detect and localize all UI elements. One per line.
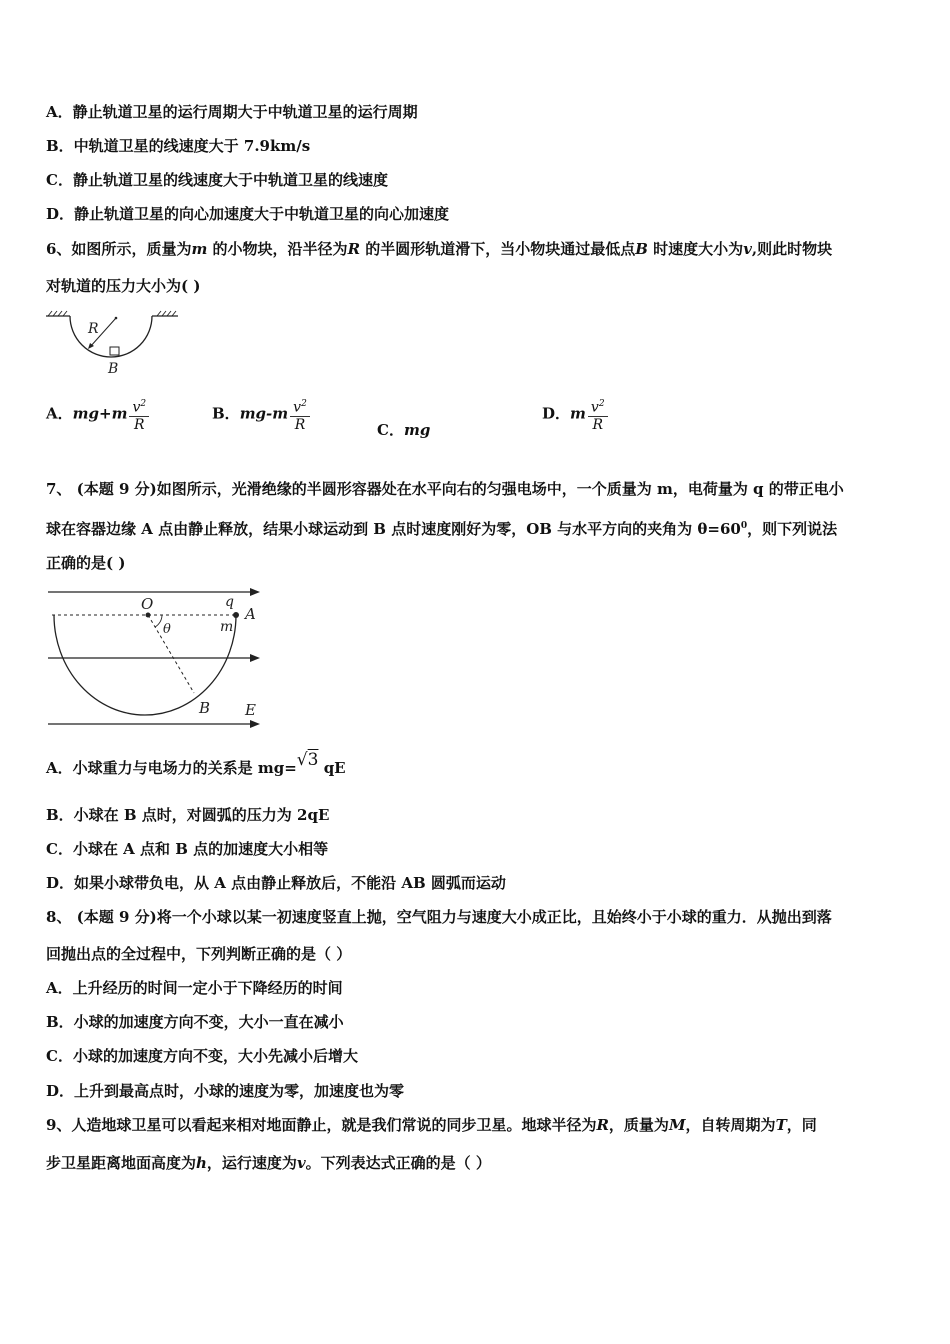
q5-option-d: D．静止轨道卫星的向心加速度大于中轨道卫星的向心加速度	[46, 205, 450, 223]
q7-stem-line2: 球在容器边缘 A 点由静止释放，结果小球运动到 B 点时速度刚好为零，OB 与水平方向的夹角为 $\theta=60^0$，则下列说法	[46, 520, 838, 538]
q7-label-q: q	[225, 594, 234, 610]
q8-option-c: C．小球的加速度方向不变，大小先减小后增大	[46, 1047, 358, 1065]
q8-option-d: D．上升到最高点时，小球的速度为零，加速度也为零	[46, 1082, 405, 1100]
q5-option-c: C．静止轨道卫星的线速度大于中轨道卫星的线速度	[46, 171, 388, 189]
q6-figure	[44, 308, 184, 378]
q5-option-a: A．静止轨道卫星的运行周期大于中轨道卫星的运行周期	[46, 103, 418, 121]
q6-option-b-fraction: $\frac{v^2}{R}$	[290, 396, 310, 433]
q7-stem-line1: 7、 (本题 9 分)如图所示，光滑绝缘的半圆形容器处在水平向右的匀强电场中，一个质量为 m，电荷量为 q 的带正电小	[46, 480, 844, 498]
q6-option-a-fraction: $\frac{v^2}{R}$	[129, 396, 149, 433]
q6-label-B: B	[108, 361, 119, 377]
q7-option-d: D．如果小球带负电，从 A 点由静止释放后，不能沿 AB 圆弧而运动	[46, 874, 506, 892]
q9-stem-line1: 9、人造地球卫星可以看起来相对地面静止，就是我们常说的同步卫星。地球半径为R，质量为M，自转周期为T，同	[46, 1116, 817, 1134]
q8-option-b: B．小球的加速度方向不变，大小一直在减小	[46, 1013, 344, 1031]
q8-stem-line2: 回抛出点的全过程中，下列判断正确的是（ ）	[46, 945, 352, 963]
q7-option-c: C．小球在 A 点和 B 点的加速度大小相等	[46, 840, 329, 858]
q6-option-b: B．mg-m $\frac{v^2}{R}$	[212, 396, 310, 433]
q9-stem-line2: 步卫星距离地面高度为h，运行速度为v。下列表达式正确的是（ ）	[46, 1154, 491, 1172]
q7-label-E: E	[245, 701, 256, 719]
q7-label-O: O	[141, 595, 154, 613]
q6-stem-line1: 6、如图所示，质量为m 的小物块，沿半径为R 的半圆形轨道滑下，当小物块通过最低点B 时速度大小为v,则此时物块	[46, 240, 833, 258]
q6-label-R: R	[88, 321, 99, 337]
q5-option-b: B．中轨道卫星的线速度大于 7.9km/s	[46, 137, 311, 155]
q7-option-a: A．小球重力与电场力的关系是 mg=√3 qE	[46, 750, 346, 777]
q6-option-c: C．mg	[377, 421, 431, 439]
q7-label-m: m	[220, 619, 234, 635]
q7-label-B: B	[199, 699, 211, 717]
q7-option-b: B．小球在 B 点时，对圆弧的压力为 2qE	[46, 806, 330, 824]
q8-option-a: A．上升经历的时间一定小于下降经历的时间	[46, 979, 343, 997]
q7-figure	[44, 585, 274, 735]
sqrt-expression: √3	[296, 750, 319, 770]
q7-label-A: A	[245, 605, 256, 623]
q6-stem-line2: 对轨道的压力大小为( )	[46, 277, 201, 295]
q6-option-a: A．mg+m $\frac{v^2}{R}$	[46, 396, 149, 433]
q6-option-d: D．m $\frac{v^2}{R}$	[542, 396, 608, 433]
q6-option-d-fraction: $\frac{v^2}{R}$	[588, 396, 608, 433]
q8-stem-line1: 8、 (本题 9 分)将一个小球以某一初速度竖直上抛，空气阻力与速度大小成正比，且始终小于小球的重力．从抛出到落	[46, 908, 832, 926]
q7-stem-line3: 正确的是( )	[46, 554, 126, 572]
q7-label-theta: θ	[163, 622, 171, 637]
